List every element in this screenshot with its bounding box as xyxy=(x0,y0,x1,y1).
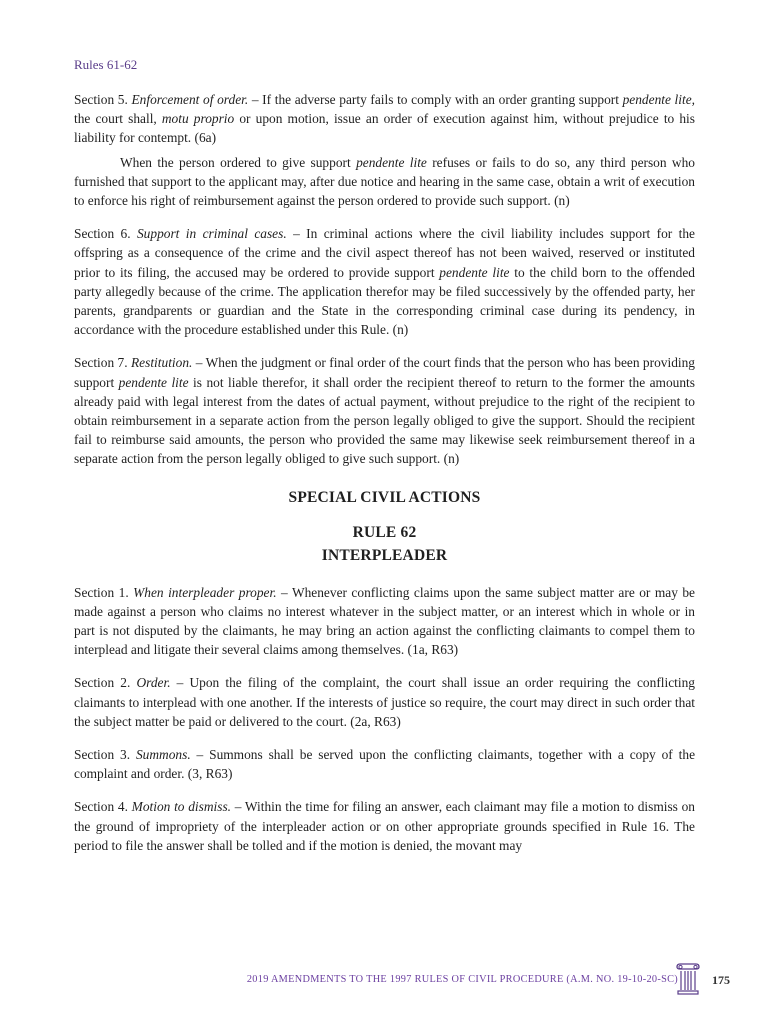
section-5-paragraph-2: When the person ordered to give support pendente lite refuses or fails to do so, any third person who furnished that support to the applicant may, after due notice and hearing in the same case, obtain a writ of execution to enforce his right of reimbursement against the person ordered to provide such support. (n) xyxy=(74,154,695,209)
section-7-text: Section 7. Restitution. – When the judgment or final order of the court finds that the person who has been providing support pendente lite is not liable therefor, it shall order the recipient thereof to return to the former the amounts already paid with legal interest from the dates of actual payment, without prejudice to the right of the recipient to obtain reimbursement in a separate action from the person legally obliged to give the support. Should the recipient fail to reimburse said amounts, the person who provided the same may likewise seek reimbursement thereof in a separate action from the person legally obliged to give such support. (n) xyxy=(74,355,695,467)
running-head: Rules 61-62 xyxy=(74,57,138,72)
section-5 xyxy=(74,90,695,210)
interpleader-heading: INTERPLEADER xyxy=(321,546,448,564)
section-5-text: Section 5. Enforcement of order. – If the adverse party fails to comply with an order granting support pendente lite, the court shall, motu proprio or upon motion, issue an order of execution against him, without prejudice to his liability for contempt. (6a) xyxy=(74,92,696,146)
rule-62-heading: RULE 62 xyxy=(352,523,417,541)
section-6 xyxy=(74,224,695,339)
section-6-text: Section 6. Support in criminal cases. – In criminal actions where the civil liability includes support for the offspring as a consequence of the crime and the civil aspect thereof has not been waived, reserved or instituted prior to its filing, the accused may be ordered to provide support pendente lite to the child born to the offended party allegedly because of the crime. The application therefor may be filed successively by the offended party, her parents, grandparents or guardian and the State in the corresponding criminal case during its pendency, in accordance with the procedure established under this Rule. (n) xyxy=(74,226,695,338)
section-6-title: Support in criminal cases. xyxy=(136,226,287,242)
page-number: 175 xyxy=(712,973,730,987)
pillar-icon xyxy=(676,962,700,996)
rule-62-section-3: Section 3. Summons. – Summons shall be served upon the conflicting claimants, together with a copy of the complaint and order. (3, R63) xyxy=(74,747,696,782)
footer-title: 2019 AMENDMENTS TO THE 1997 RULES OF CIVIL PROCEDURE (A.M. NO. 19-10-20-SC) xyxy=(246,974,678,985)
rule-62-section-4: Section 4. Motion to dismiss. – Within the time for filing an answer, each claimant may file a motion to dismiss on the ground of impropriety of the interpleader action or on other appropriate grounds specified in Rule 16. The period to file the answer shall be tolled and if the motion is denied, the movant may xyxy=(74,799,696,853)
rule-62-section-1-title: When interpleader proper. xyxy=(133,584,277,600)
section-7 xyxy=(74,353,695,468)
section-5-title: Enforcement of order. xyxy=(131,92,249,107)
rule-62-section-1: Section 1. When interpleader proper. – Whenever conflicting claims upon the same subject matter are or may be made against a person who claims no interest whatever in the subject matter, or an interest which in whole or in part is not disputed by the claimants, he may bring an action against the conflicting claimants to compel them to interplead and litigate their several claims among themselves. (1a, R63) xyxy=(74,584,696,658)
special-civil-actions-heading: SPECIAL CIVIL ACTIONS xyxy=(288,488,481,506)
page-body xyxy=(74,90,695,855)
rule-62-section-2: Section 2. Order. – Upon the filing of the complaint, the court shall issue an order requiring the conflicting claimants to interplead with one another. If the interests of justice so require, the court may direct in such order that the subject matter be paid or delivered to the court. (2a, R63) xyxy=(74,675,695,729)
rule-62-section-2-title: Order. xyxy=(136,675,171,691)
rule-62-section-4-title: Motion to dismiss. xyxy=(131,799,232,815)
rule-62-section-3-title: Summons. xyxy=(135,747,191,763)
section-7-title: Restitution. xyxy=(131,355,193,371)
